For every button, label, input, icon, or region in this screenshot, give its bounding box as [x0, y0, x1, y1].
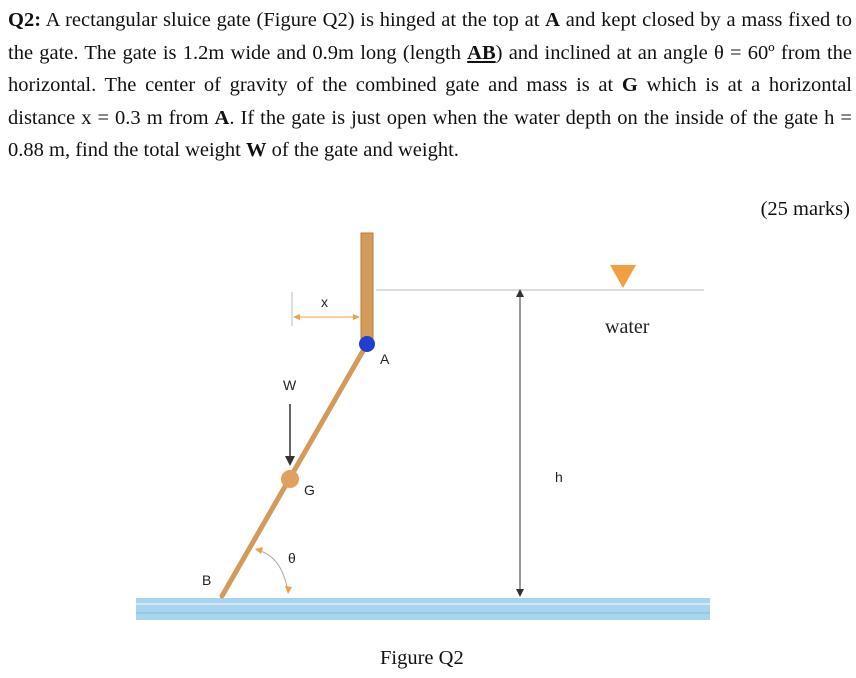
theta-arc-arrow-bottom-icon: [285, 586, 292, 594]
water-label: water: [605, 316, 650, 338]
mass-g-icon: [281, 470, 299, 488]
question-text-6: of the gate and weight.: [266, 139, 459, 161]
x-dim-arrow-left-icon: [293, 314, 300, 320]
figure-caption: Figure Q2: [380, 647, 464, 669]
length-ab-ref: AB: [467, 41, 496, 64]
label-b: B: [202, 572, 212, 588]
h-dim-arrow-bottom-icon: [516, 589, 524, 597]
label-a: A: [380, 351, 390, 367]
water-level-marker-icon: [610, 265, 636, 288]
theta-arc: [257, 550, 288, 592]
point-g-ref: G: [621, 74, 638, 96]
theta-arc-arrow-top-icon: [255, 547, 263, 554]
question-text-4: which is at a horizontal distance x = 0.3 m from: [8, 74, 852, 129]
question-text-3: ) and inclined at an angle θ = 60º from the horizontal. The center of gravity of the combined gate and mass is at: [8, 41, 852, 96]
question-label: Q2:: [8, 9, 42, 31]
hinge-a-icon: [359, 336, 375, 352]
question-text-2: and kept closed by a mass fixed to the gate. The gate is 1.2m wide and 0.9m long (length: [8, 9, 852, 64]
question-text-1: A rectangular sluice gate (Figure Q2) is hinged at the top at: [41, 9, 546, 31]
floor: [136, 598, 710, 620]
marks-label: (25 marks): [760, 198, 850, 220]
weight-arrow-head-icon: [285, 456, 295, 466]
point-a-ref: A: [545, 9, 560, 31]
label-h: h: [555, 469, 563, 485]
question-text-5: . If the gate is just open when the water depth on the inside of the gate h = 0.88 m, find the total weight: [8, 106, 852, 161]
vertical-gate-post: [361, 233, 373, 343]
x-dim-arrow-right-icon: [353, 314, 360, 320]
label-g: G: [304, 482, 315, 498]
label-x: x: [321, 294, 328, 310]
point-a-ref-2: A: [214, 106, 230, 129]
label-w: W: [283, 377, 297, 393]
weight-ref: W: [246, 139, 267, 161]
label-theta: θ: [288, 550, 296, 566]
